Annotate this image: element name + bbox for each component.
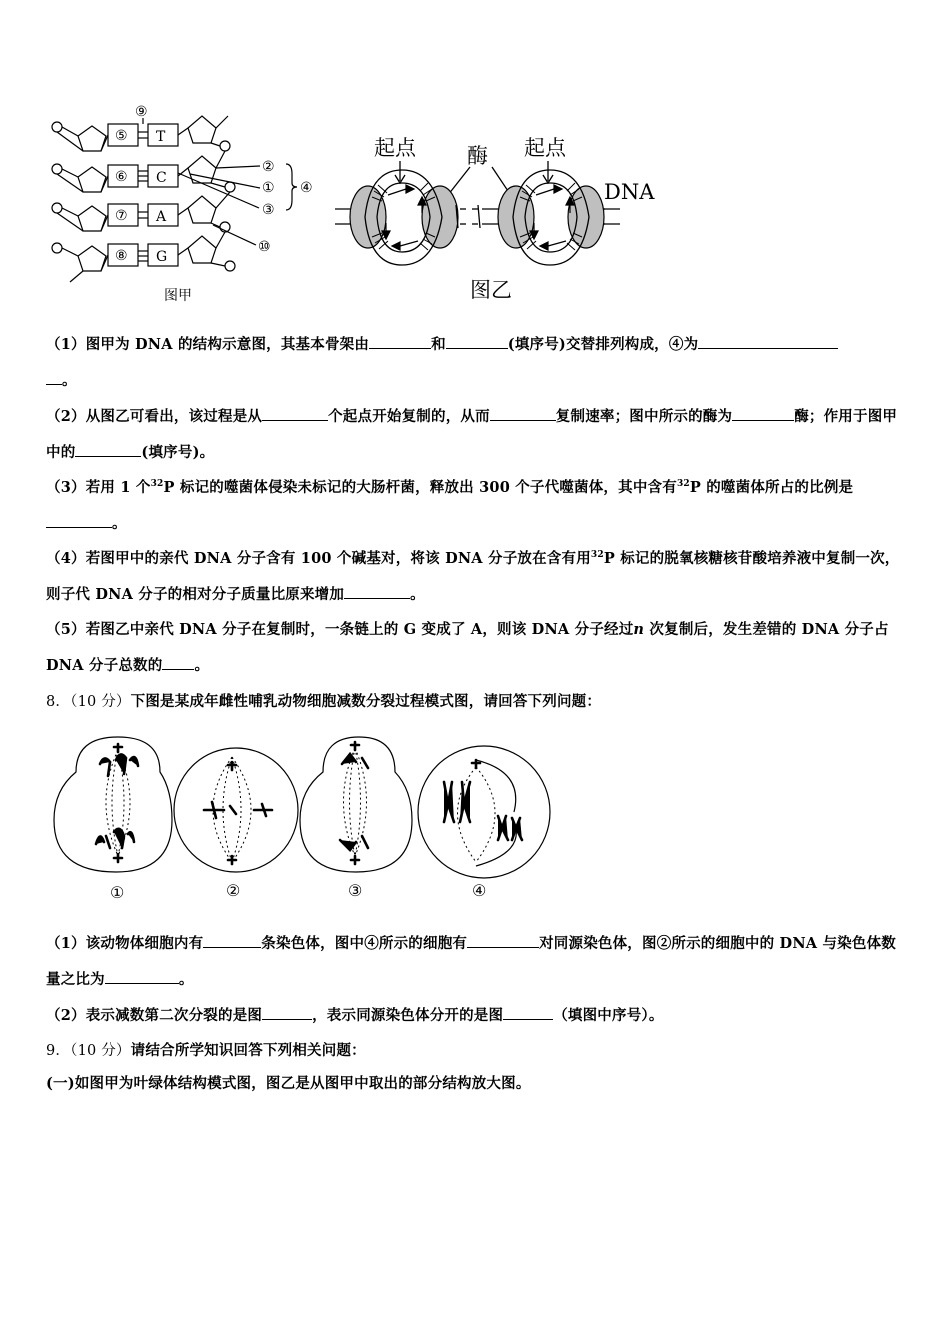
cell-3-outline — [300, 737, 412, 872]
answer-blank[interactable] — [46, 370, 62, 385]
figure-jia-caption: 图甲 — [164, 288, 192, 304]
deoxyribose-pentagon — [78, 126, 106, 151]
q8-stem: 8．（10 分）下图是某成年雌性哺乳动物细胞减数分裂过程模式图，请回答下列问题： — [46, 693, 602, 710]
deoxyribose-pentagon — [188, 196, 216, 223]
base-g: G — [156, 249, 168, 265]
q7-part3: （3）若用 1 个$^{32}$P 标记的噬菌体侵染未标记的大肠杆菌，释放出 300 个子代噬菌体，其中含有$^{32}$P 的噬菌体所占的比例是。 — [46, 479, 854, 532]
label-num-4: ④ — [300, 180, 313, 196]
deoxyribose-pentagon — [78, 246, 106, 271]
q7-part1: （1）图甲为 DNA 的结构示意图，其基本骨架由 和 (填序号)交替排列构成，④为 。 — [46, 327, 906, 399]
q9-stem: 9．（10 分）请结合所学知识回答下列相关问题： — [46, 1042, 366, 1059]
label-num-1: ① — [262, 180, 275, 196]
phosphate-circle — [52, 164, 62, 174]
q7-part2: （2）从图乙可看出，该过程是从 个起点开始复制的，从而 复制速率；图中所示的酶为 酶；作用于图甲中的 (填序号)。 — [46, 408, 898, 461]
base-c: C — [156, 170, 167, 186]
phosphate-circle — [220, 141, 230, 151]
label-dna: DNA — [604, 180, 655, 204]
phosphate-circle — [225, 182, 235, 192]
label-origin-left: 起点 — [374, 136, 416, 160]
answer-blank[interactable] — [732, 406, 794, 421]
cell-label-2: ② — [226, 881, 241, 900]
q7-part4: （4）若图甲中的亲代 DNA 分子含有 100 个碱基对，将该 DNA 分子放在含有用$^{32}$P 标记的脱氧核糖核苷酸培养液中复制一次，则子代 DNA 分子的相对分子质量比原来增加 。 — [46, 550, 900, 603]
answer-blank[interactable] — [490, 406, 556, 421]
base-a: A — [156, 209, 167, 225]
answer-blank[interactable] — [46, 513, 112, 528]
q9-part1: (一)如图甲为叶绿体结构模式图，图乙是从图甲中取出的部分结构放大图。 — [46, 1075, 531, 1092]
figure-yi-caption: 图乙 — [470, 278, 512, 302]
cell-4-outline — [418, 746, 550, 878]
cell-label-4: ④ — [472, 881, 487, 900]
replication-bubble-left — [350, 170, 458, 265]
label-num-5: ⑤ — [115, 128, 128, 144]
label-num-2: ② — [262, 159, 275, 175]
label-num-6: ⑥ — [115, 169, 128, 185]
base-t: T — [156, 129, 166, 145]
cell-label-3: ③ — [348, 881, 363, 900]
label-num-9: ⑨ — [135, 104, 148, 120]
label-num-7: ⑦ — [115, 208, 128, 224]
answer-blank[interactable] — [105, 969, 179, 984]
phosphate-circle — [52, 122, 62, 132]
answer-blank[interactable] — [75, 442, 141, 457]
deoxyribose-pentagon — [188, 236, 216, 263]
label-enzyme: 酶 — [467, 144, 488, 168]
figure-meiosis-cells — [44, 732, 564, 907]
figure-jia-dna-structure — [40, 98, 330, 308]
phosphate-circle — [225, 261, 235, 271]
answer-blank[interactable] — [262, 1005, 312, 1020]
answer-blank[interactable] — [162, 655, 194, 670]
replication-bubble-right — [498, 170, 604, 265]
q8-part1: （1）该动物体细胞内有 条染色体，图中④所示的细胞有 对同源染色体，图②所示的细胞中的 DNA 与染色体数量之比为 。 — [46, 935, 896, 988]
answer-blank[interactable] — [369, 334, 431, 349]
phosphate-circle — [52, 203, 62, 213]
cell-label-1: ① — [110, 883, 125, 902]
answer-blank[interactable] — [446, 334, 508, 349]
answer-blank[interactable] — [344, 584, 410, 599]
figure-yi-replication — [330, 125, 670, 310]
label-num-3: ③ — [262, 202, 275, 218]
answer-blank[interactable] — [262, 406, 328, 421]
q7-part5: （5）若图乙中亲代 DNA 分子在复制时，一条链上的 G 变成了 A，则该 DNA 分子经过n 次复制后，发生差错的 DNA 分子占 DNA 分子总数的 。 — [46, 621, 889, 674]
label-origin-right: 起点 — [524, 136, 566, 160]
label-num-10: ⑩ — [258, 239, 271, 255]
answer-blank[interactable] — [203, 933, 261, 948]
label-num-8: ⑧ — [115, 248, 128, 264]
q8-part2: （2）表示减数第二次分裂的是图 ，表示同源染色体分开的是图 （填图中序号）。 — [46, 1007, 664, 1024]
deoxyribose-pentagon — [78, 206, 106, 231]
deoxyribose-pentagon — [78, 167, 106, 192]
phosphate-circle — [52, 243, 62, 253]
answer-blank[interactable] — [698, 334, 838, 349]
deoxyribose-pentagon — [188, 116, 216, 143]
cell-2-outline — [174, 748, 298, 872]
answer-blank[interactable] — [467, 933, 539, 948]
cell-1-outline — [54, 737, 172, 872]
answer-blank[interactable] — [503, 1005, 553, 1020]
